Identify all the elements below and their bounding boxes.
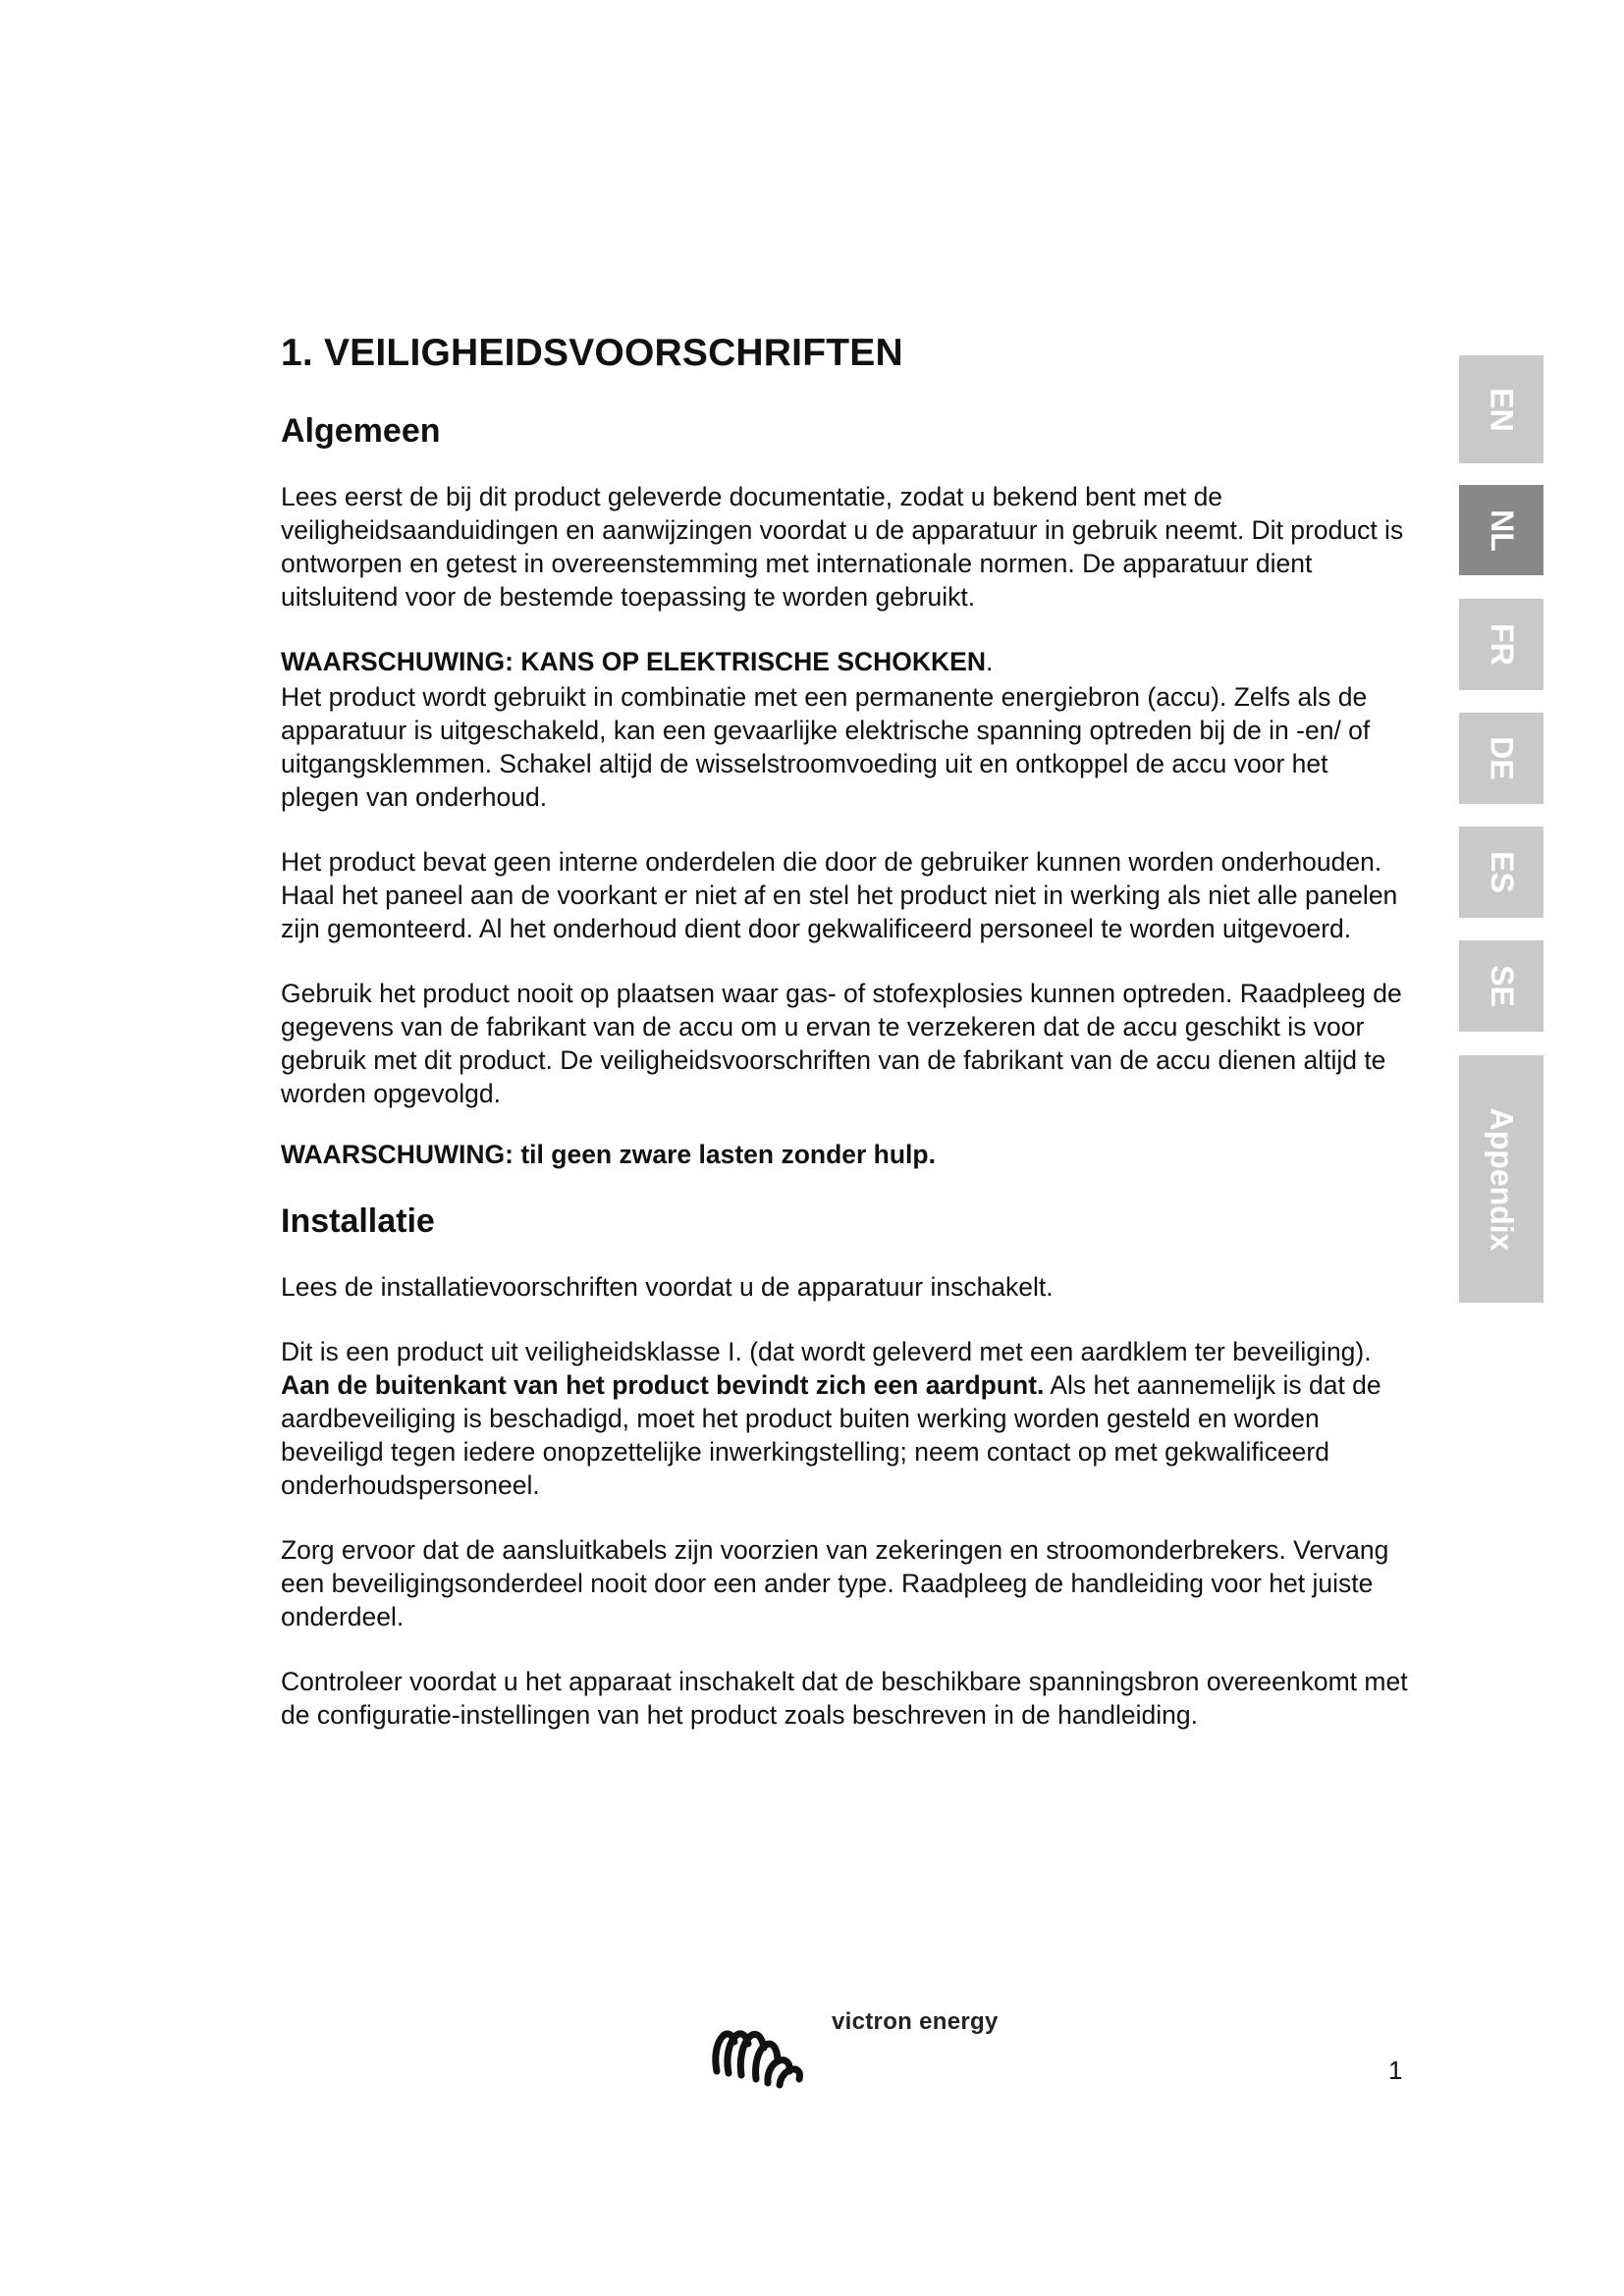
tab-fr-label: FR [1484,623,1520,666]
tab-de[interactable] [1459,713,1543,804]
page-number: 1 [1388,2056,1403,2085]
installation-paragraph-4: Controleer voordat u het apparaat inschakelt dat de beschikbare spanningsbron overeenkomt met de configuratie-instellingen van het product zoals beschreven in de handleiding. [281,1667,1408,1730]
warning-heavy-loads: WAARSCHUWING: til geen zware lasten zonder hulp. [281,1140,936,1169]
installation-paragraph-1: Lees de installatievoorschriften voordat u de apparatuur inschakelt. [281,1272,1054,1302]
tab-nl-label: NL [1484,508,1520,552]
section-title-installation: Installatie [281,1202,435,1240]
tab-appendix-label: Appendix [1484,1107,1520,1251]
tab-fr[interactable] [1459,599,1543,690]
warning-heading-electric [281,645,1410,678]
general-paragraph-3: Het product bevat geen interne onderdelen die door de gebruiker kunnen worden onderhouden. Haal het paneel aan de voorkant er niet af en stel het product niet in werking als niet alle panelen zijn gemonteerd. Al het onderhoud dient door gekwalificeerd personeel te worden uitgevoerd. [281,847,1398,943]
tab-se[interactable] [1459,940,1543,1032]
tab-es[interactable] [1459,827,1543,918]
installation-p2-start: Dit is een product uit veiligheidsklasse I. (dat wordt geleverd met een aardklem ter beveiliging). [281,1337,1372,1366]
document-body [281,332,1410,1763]
warning-heading-text: WAARSCHUWING: KANS OP ELEKTRISCHE SCHOKKEN [281,647,986,676]
brand-name: victron energy [832,2008,999,2035]
spring-coil-icon [709,2002,827,2091]
installation-paragraph-2 [281,1335,1410,1502]
tab-en-label: EN [1484,387,1520,432]
installation-paragraph-3: Zorg ervoor dat de aansluitkabels zijn voorzien van zekeringen en stroomonderbrekers. Vervang een beveiligingsonderdeel nooit door een ander type. Raadpleeg de handleiding voor het juiste onderdeel. [281,1535,1389,1631]
tab-nl[interactable] [1459,485,1543,575]
tab-se-label: SE [1484,965,1520,1007]
tab-en[interactable] [1459,355,1543,463]
general-paragraph-1: Lees eerst de bij dit product geleverde documentatie, zodat u bekend bent met de veiligheidsaanduidingen en aanwijzingen voordat u de apparatuur in gebruik neemt. Dit product is ontworpen en getest in overeenstemming met internationale normen. De apparatuur dient uitsluitend voor de bestemde toepassing te worden gebruikt. [281,482,1404,612]
warning-body-electric: Het product wordt gebruikt in combinatie met een permanente energiebron (accu). Zelfs als de apparatuur is uitgeschakeld, kan een gevaarlijke elektrische spanning optreden bij de in -en/ of uitgangsklemmen. Schakel altijd de wisselstroomvoeding uit en ontkoppel de accu voor het plegen van onderhoud. [281,682,1371,812]
page-title: 1. VEILIGHEIDSVOORSCHRIFTEN [281,332,903,374]
installation-p2-bold: Aan de buitenkant van het product bevindt zich een aardpunt. [281,1370,1045,1400]
section-title-general: Algemeen [281,412,441,450]
installation-p2-end: Als het aannemelijk is dat de aardbeveiliging is beschadigd, moet het product buiten werking worden gesteld en worden beveiligd tegen iedere onopzettelijke inwerkingstelling; neem contact op met gekwalificeerd onderhoudspersoneel. [281,1370,1381,1500]
tab-de-label: DE [1484,736,1520,780]
victron-logo [709,2002,1003,2101]
warning-heading-period: . [985,647,994,676]
general-paragraph-4: Gebruik het product nooit op plaatsen waar gas- of stofexplosies kunnen optreden. Raadpleeg de gegevens van de fabrikant van de accu om u ervan te verzekeren dat de accu geschikt is voor gebruik met dit product. De veiligheidsvoorschriften van de fabrikant van de accu dienen altijd te worden opgevolgd. [281,979,1402,1108]
tab-es-label: ES [1484,851,1520,893]
tab-appendix[interactable] [1459,1055,1543,1303]
